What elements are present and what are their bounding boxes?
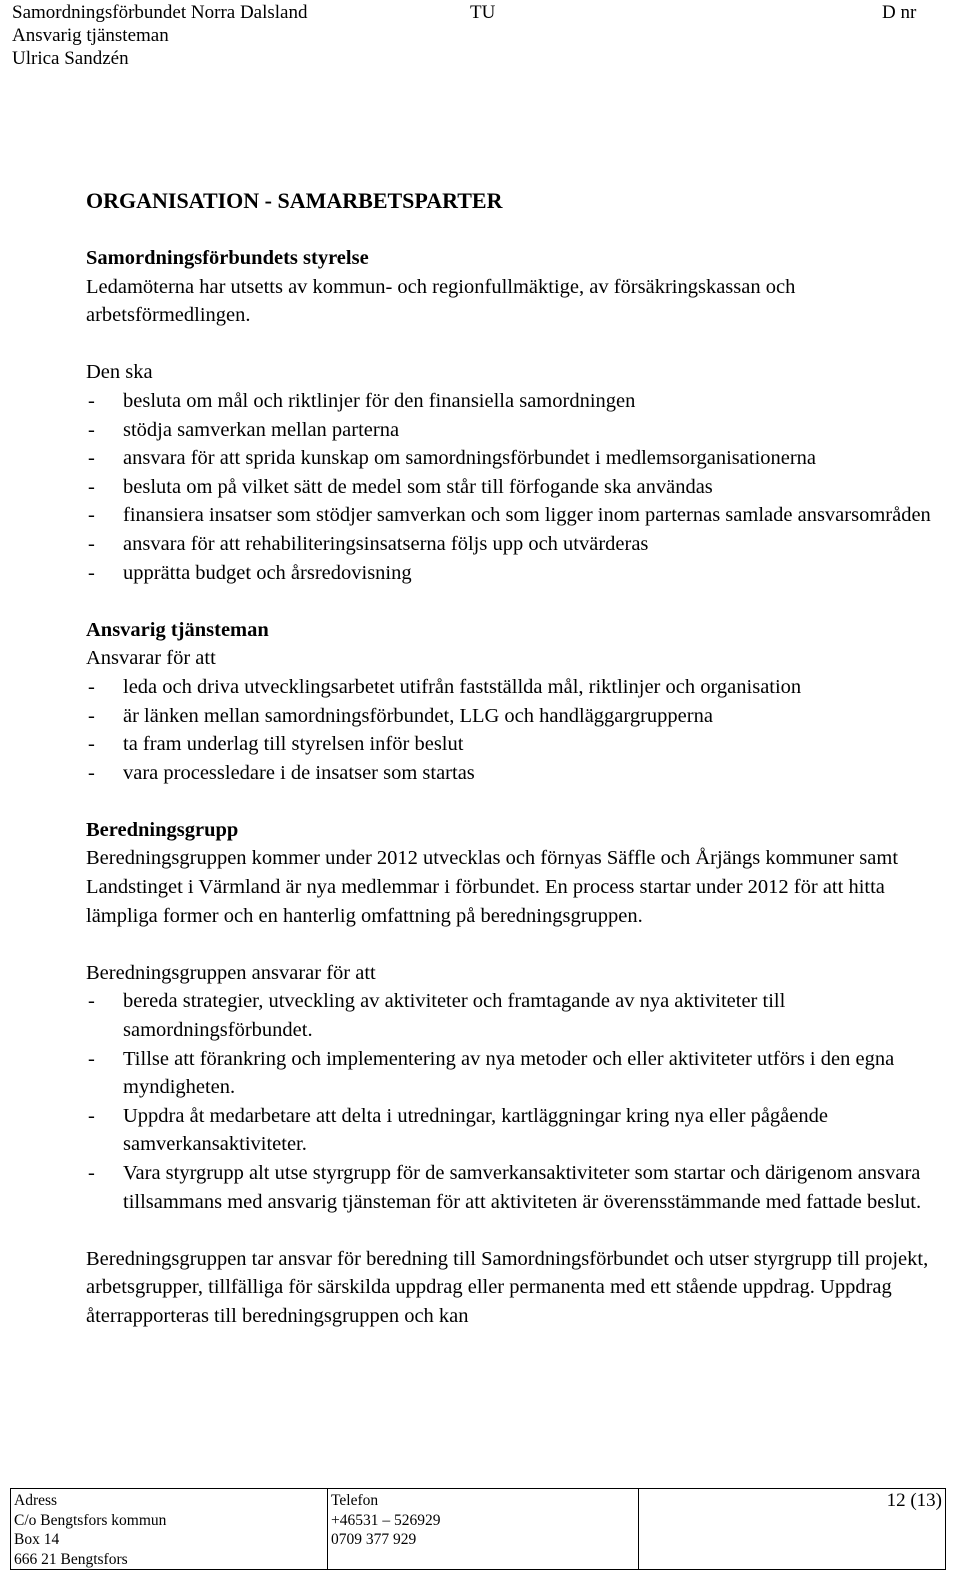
styrelse-heading: Samordningsförbundets styrelse	[86, 247, 369, 269]
header-name: Ulrica Sandzén	[12, 48, 129, 69]
list-item: - ta fram underlag till styrelsen inför beslut	[86, 730, 948, 759]
list-item: - besluta om mål och riktlinjer för den finansiella samordningen	[86, 387, 948, 416]
page-title: ORGANISATION - SAMARBETSPARTER	[86, 188, 503, 213]
footer-address-line: Box 14	[14, 1531, 60, 1548]
footer-phone-line: 0709 377 929	[331, 1531, 417, 1548]
footer	[0, 1484, 960, 1567]
footer-phone-line: +46531 – 526929	[331, 1511, 441, 1529]
tjansteman-list	[86, 673, 948, 787]
tjansteman-lead: Ansvarar för att	[86, 647, 216, 670]
list-item: - bereda strategier, utveckling av aktiviteter och framtagande av nya aktiviteter till samordningsförbundet.	[86, 987, 948, 1044]
beredning-intro: Beredningsgruppen kommer under 2012 utvecklas och förnyas Säffle och Årjängs kommuner samt Landstinget i Värmland är nya medlemmar i förbundet. En process startar under 2012 för att hitta lämpliga former och en hanterlig omfattning på beredningsgruppen.	[86, 847, 899, 927]
list-item: - besluta om på vilket sätt de medel som står till förfogande ska användas	[86, 473, 948, 502]
header-org: Samordningsförbundet Norra Dalsland	[12, 2, 308, 23]
header-tu: TU	[470, 2, 496, 23]
tjansteman-heading: Ansvarig tjänsteman	[86, 618, 269, 641]
footer-page-cell	[639, 1489, 946, 1570]
header-dnr: D nr	[882, 2, 917, 23]
list-item: - vara processledare i de insatser som startas	[86, 759, 948, 788]
list-item: - Uppdra åt medarbetare att delta i utredningar, kartläggningar kring nya eller pågående samverkansaktiviteter.	[86, 1102, 948, 1159]
beredning-list	[86, 987, 948, 1216]
list-item: - ansvara för att rehabiliteringsinsatserna följs upp och utvärderas	[86, 530, 948, 559]
styrelse-list	[86, 387, 948, 587]
header-role: Ansvarig tjänsteman	[12, 25, 169, 46]
list-item: - stödja samverkan mellan parterna	[86, 416, 948, 445]
styrelse-intro: Ledamöterna har utsetts av kommun- och regionfullmäktige, av försäkringskassan och arbetsförmedlingen.	[86, 275, 796, 327]
footer-address-label: Adress	[14, 1492, 58, 1509]
page-number: 12 (13)	[886, 1490, 942, 1511]
footer-phone-label: Telefon	[331, 1492, 379, 1509]
beredning-lead: Beredningsgruppen ansvarar för att	[86, 961, 376, 984]
footer-address-line: 666 21 Bengtsfors	[14, 1550, 128, 1568]
beredning-heading: Beredningsgrupp	[86, 818, 239, 841]
list-item: - leda och driva utvecklingsarbetet utifrån fastställda mål, riktlinjer och organisation	[86, 673, 948, 702]
footer-table	[10, 1488, 946, 1570]
list-item: - ansvara för att sprida kunskap om samordningsförbundet i medlemsorganisationerna	[86, 444, 948, 473]
list-item: - upprätta budget och årsredovisning	[86, 559, 948, 588]
list-item: - finansiera insatser som stödjer samverkan och som ligger inom parternas samlade ansvarsområden	[86, 501, 948, 530]
beredning-closing: Beredningsgruppen tar ansvar för beredning till Samordningsförbundet och utser styrgrupp till projekt, arbetsgrupper, tillfälliga för särskilda uppdrag eller permanenta med ett stående uppdrag. Uppdrag återrapporteras till beredningsgruppen och kan	[86, 1247, 929, 1327]
list-item: - är länken mellan samordningsförbundet, LLG och handläggargrupperna	[86, 702, 948, 731]
document-body	[86, 186, 948, 1331]
footer-address-line: C/o Bengtsfors kommun	[14, 1511, 167, 1529]
list-item: - Tillse att förankring och implementering av nya metoder och eller aktiviteter utförs i den egna myndigheten.	[86, 1045, 948, 1102]
footer-phone-cell	[328, 1489, 639, 1570]
list-item: - Vara styrgrupp alt utse styrgrupp för de samverkansaktiviteter som startar och därigenom ansvara tillsammans med ansvarig tjänsteman för att aktiviteten är överensstämmande med fattade beslut.	[86, 1159, 948, 1216]
footer-address-cell	[11, 1489, 328, 1570]
styrelse-lead: Den ska	[86, 361, 153, 384]
